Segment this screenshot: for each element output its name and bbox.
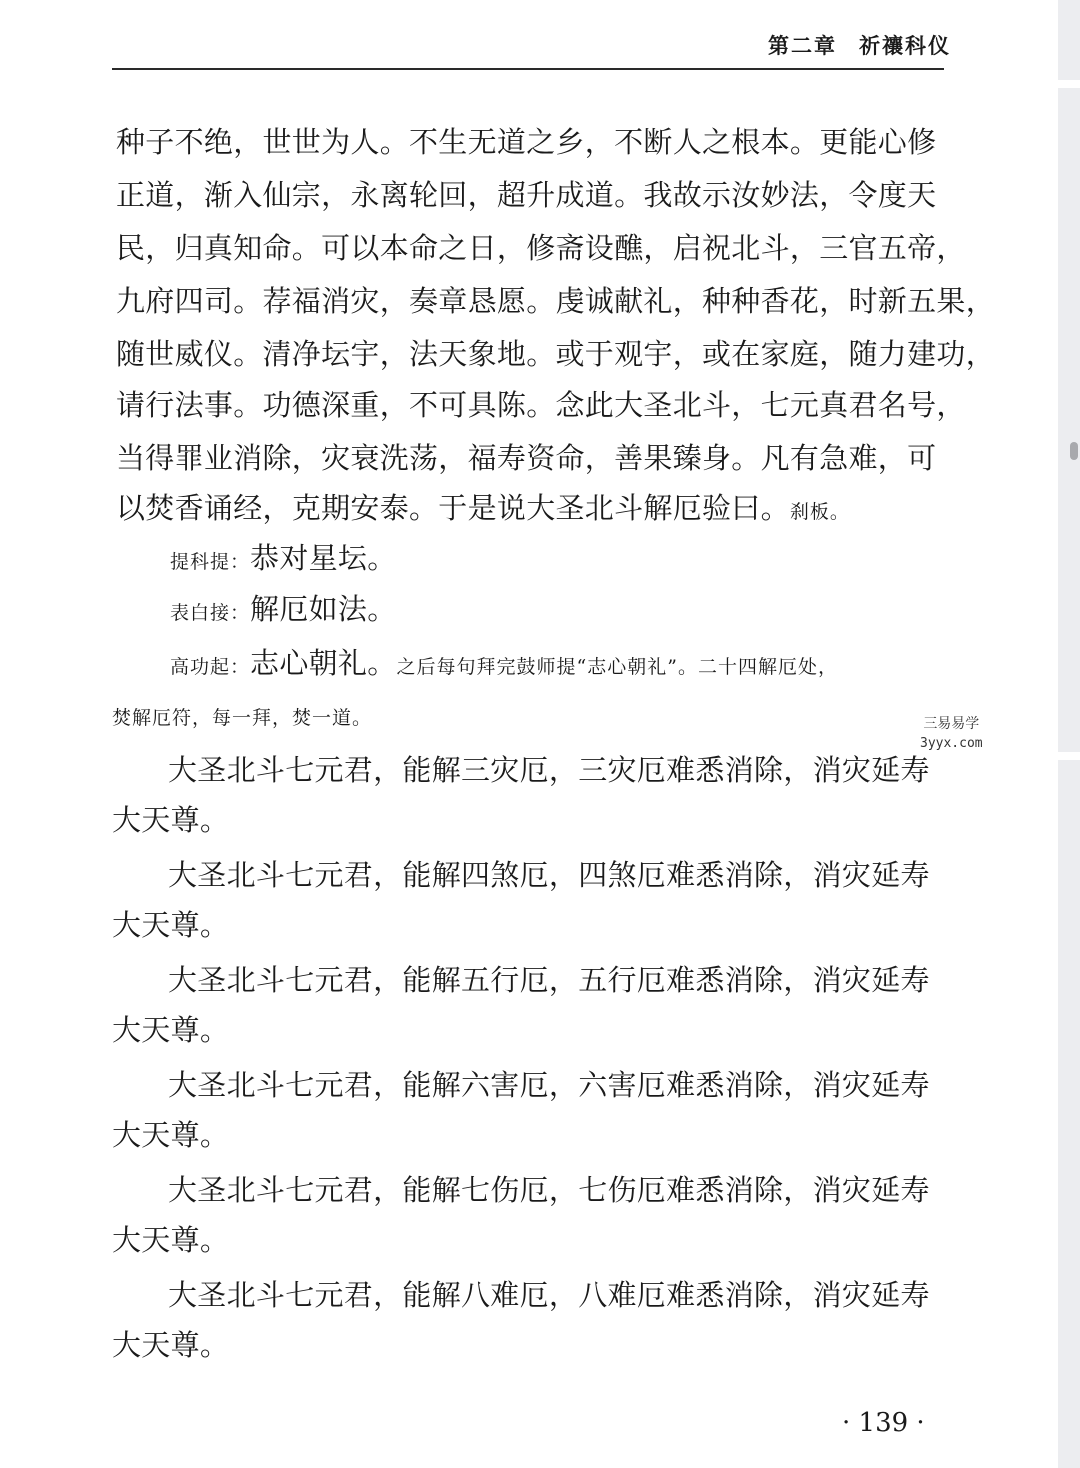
- verse-line: 大圣北斗七元君，能解七伤厄，七伤厄难悉消除，消灾延寿: [168, 1173, 930, 1207]
- text-line: 种子不绝，世世为人。不生无道之乡，不断人之根本。更能心修: [116, 125, 937, 159]
- text-line: 民，归真知命。可以本命之日，修斋设醮，启祝北斗，三官五帝，: [116, 231, 966, 265]
- cue-text: 志心朝礼。: [250, 646, 397, 680]
- verse-line: 大圣北斗七元君，能解四煞厄，四煞厄难悉消除，消灾延寿: [168, 858, 930, 892]
- header-chapter: 第二章: [768, 33, 837, 58]
- cue-text: 恭对星坛。: [250, 541, 397, 575]
- verse-line: 大圣北斗七元君，能解六害厄，六害厄难悉消除，消灾延寿: [168, 1068, 930, 1102]
- cue-note: 之后每句拜完鼓师提“志心朝礼”。二十四解厄处，: [396, 656, 838, 678]
- strip-divider: [1058, 80, 1080, 88]
- page-number: · 139 ·: [842, 1408, 925, 1438]
- verse-line: 大天尊。: [112, 803, 230, 837]
- text-line: [116, 490, 850, 530]
- text-line: 九府四司。荐福消灾，奏章恳愿。虔诚献礼，种种香花，时新五果，: [116, 284, 996, 318]
- watermark-name: 三易易学: [923, 716, 980, 732]
- watermark: [920, 714, 983, 754]
- text-line-content: 以焚香诵经，克期安泰。于是说大圣北斗解厄验曰。: [116, 491, 790, 525]
- verse-line: 大圣北斗七元君，能解八难厄，八难厄难悉消除，消灾延寿: [168, 1278, 930, 1312]
- verse-line: 大天尊。: [112, 1013, 230, 1047]
- verse-line: 大天尊。: [112, 908, 230, 942]
- cue-note-continued: 焚解厄符，每一拜，焚一道。: [112, 707, 373, 729]
- cue-role: 高功起：: [170, 656, 251, 678]
- verse-line: 大圣北斗七元君，能解五行厄，五行厄难悉消除，消灾延寿: [168, 963, 930, 997]
- cue-role: 提科提：: [170, 551, 251, 573]
- text-line: 正道，渐入仙宗，永离轮回，超升成道。我故示汝妙法，令度天: [116, 178, 937, 212]
- text-line: 当得罪业消除，灾衰洗荡，福寿资命，善果臻身。凡有急难，可: [116, 441, 937, 475]
- watermark-url: 3yyx.com: [920, 736, 983, 751]
- scrollbar-thumb[interactable]: [1070, 442, 1078, 460]
- cue-line: [170, 591, 397, 631]
- viewer-side-strip: [1058, 0, 1080, 1468]
- header-title: 祈禳科仪: [859, 33, 951, 58]
- verse-line: 大圣北斗七元君，能解三灾厄，三灾厄难悉消除，消灾延寿: [168, 753, 930, 787]
- strip-divider: [1058, 752, 1080, 760]
- text-line: 请行法事。功德深重，不可具陈。念此大圣北斗，七元真君名号，: [116, 388, 966, 422]
- header-rule: [112, 68, 944, 70]
- stage-note: 刹板。: [789, 501, 850, 523]
- verse-line: 大天尊。: [112, 1118, 230, 1152]
- cue-role: 表白接：: [170, 602, 251, 624]
- cue-line: [170, 540, 397, 580]
- running-header: [768, 30, 951, 60]
- cue-text: 解厄如法。: [250, 592, 397, 626]
- verse-line: 大天尊。: [112, 1223, 230, 1257]
- text-line: 随世威仪。清净坛宇，法天象地。或于观宇，或在家庭，随力建功，: [116, 337, 996, 371]
- verse-line: 大天尊。: [112, 1328, 230, 1362]
- cue-line: [170, 645, 838, 685]
